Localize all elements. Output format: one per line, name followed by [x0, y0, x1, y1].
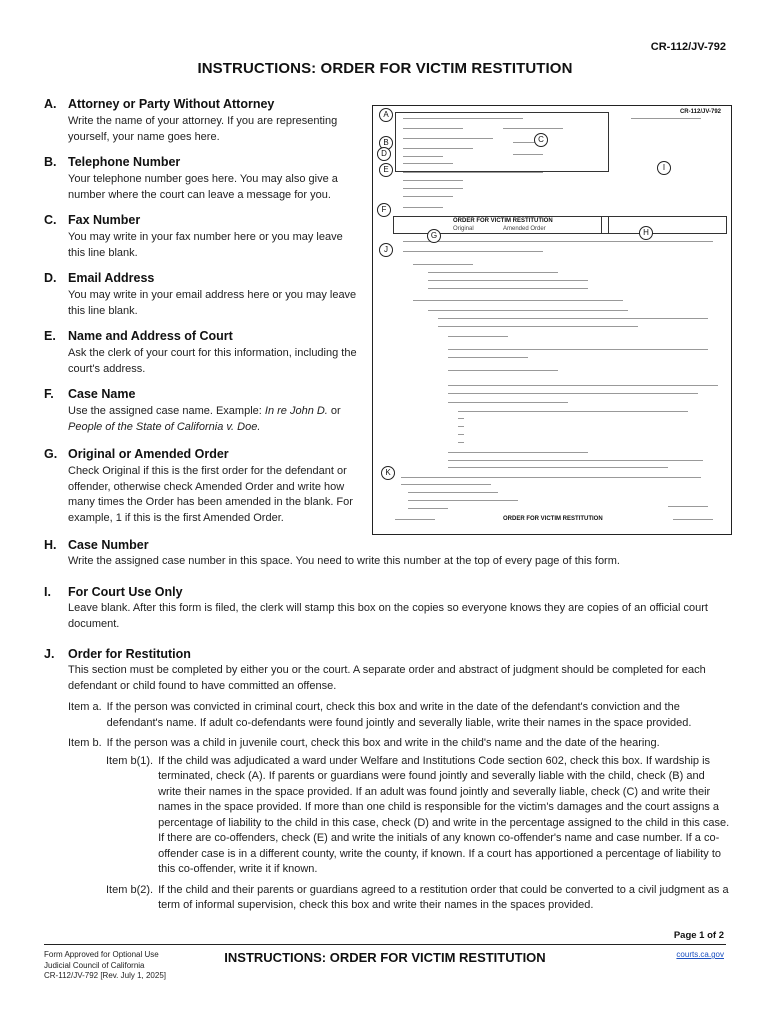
callout-b-icon: B [379, 136, 393, 150]
page-title: INSTRUCTIONS: ORDER FOR VICTIM RESTITUTION [197, 60, 573, 77]
section-text: You may write in your fax number here or you may leave this line blank. [68, 231, 343, 259]
section-heading: C. Fax Number [44, 213, 141, 227]
thumbnail-footer-title: ORDER FOR VICTIM RESTITUTION [503, 516, 603, 522]
footer-title: INSTRUCTIONS: ORDER FOR VICTIM RESTITUTION [224, 950, 546, 965]
callout-h-icon: H [639, 226, 653, 240]
section-a [44, 97, 360, 145]
item-b1: Item b(1). If the child was adjudicated a ward under Welfare and Institutions Code section 602, check this box. If wardship is terminated, check (A). If parents or guardians were found jointly and severally liable with the child, check (B) and write their names in the space provided. If an adult was found jointly and severally liable, check (C) and write their names in the space provided. If more than one child is responsible for the victim's damages and the court assigns a percentage of liability to the child in this case, check (D) and write in the percentage assigned to the child in this case. If there are co-offenders, check (E) and write the initials of any known co-offender's name and case number. If a co-offender case is in a different county, write the county, if known. If a court has apportioned a percentage of liability to this co-offender, write it if known. [106, 754, 730, 875]
thumbnail-amended: Amended Order [503, 226, 546, 232]
section-j [44, 647, 730, 914]
section-text: Use the assigned case name. Example: In re John D. or People of the State of California v. Doe. [68, 405, 341, 433]
section-heading: B. Telephone Number [44, 155, 181, 169]
callout-d-icon: D [377, 147, 391, 161]
section-heading: E. Name and Address of Court [44, 329, 233, 343]
callout-e-icon: E [379, 163, 393, 177]
section-d [44, 271, 360, 319]
callout-a-icon: A [379, 108, 393, 122]
thumbnail-form-number: CR-112/JV-792 [679, 109, 721, 115]
section-text: Write the assigned case number in this space. You need to write this number at the top of every page of this form. [68, 555, 620, 567]
thumbnail-form-title: ORDER FOR VICTIM RESTITUTION [453, 218, 553, 224]
item-b2: Item b(2). If the child and their parents or guardians agreed to a restitution order that could be converted to a civil judgment as a term of informal supervision, check this box and write their names in the spaces provided. [106, 883, 729, 911]
section-text: Ask the clerk of your court for this information, including the court's address. [68, 347, 357, 375]
callout-g-icon: G [427, 229, 441, 243]
footer-divider [44, 944, 726, 945]
section-heading: D. Email Address [44, 271, 155, 285]
callout-f-icon: F [377, 203, 391, 217]
callout-j-icon: J [379, 243, 393, 257]
section-heading: A. Attorney or Party Without Attorney [44, 97, 275, 111]
footer-form-info: Form Approved for Optional Use Judicial Council of California CR-112/JV-792 [Rev. July 1, 2025] [44, 950, 166, 980]
section-heading: J. Order for Restitution [44, 647, 191, 661]
section-text: You may write in your email address here or you may leave this line blank. [68, 289, 357, 317]
callout-c-icon: C [534, 133, 548, 147]
section-text: Write the name of your attorney. If you are representing yourself, your name goes here. [68, 115, 338, 143]
courts-link[interactable]: courts.ca.gov [676, 950, 724, 959]
section-f [44, 387, 360, 435]
page-number: Page 1 of 2 [673, 930, 724, 941]
section-g [44, 447, 360, 526]
section-i [44, 585, 730, 632]
thumbnail-original: Original [453, 226, 474, 232]
section-heading: I. For Court Use Only [44, 585, 183, 599]
section-e [44, 329, 360, 377]
callout-i-icon: I [657, 161, 671, 175]
section-heading: H. Case Number [44, 538, 149, 552]
section-text: Leave blank. After this form is filed, the clerk will stamp this box on the copies so everyone knows they are copies of an official court document. [68, 602, 708, 630]
item-a: Item a. If the person was convicted in criminal court, check this box and write in the date of the defendant's conviction and the defendant's name. If adult co-defendants were found jointly and severally liable, write their names in the space provided. [68, 701, 692, 729]
callout-k-icon: K [381, 466, 395, 480]
section-b [44, 155, 360, 203]
section-h [44, 538, 730, 570]
form-number: CR-112/JV-792 [650, 41, 726, 53]
item-b: Item b. If the person was a child in juvenile court, check this box and write in the child's name and the date of the hearing. [68, 737, 660, 749]
section-heading: G. Original or Amended Order [44, 447, 229, 461]
section-text: Check Original if this is the first order for the defendant or offender, otherwise check Amended Order and write how many times the Order has been amended in the blank. For example, 1 if this is the first Amended Order. [68, 465, 353, 524]
section-text: This section must be completed by either you or the court. A separate order and abstract of judgment should be completed for each defendant or child found to have committed an offense. [68, 664, 706, 692]
section-c [44, 213, 360, 261]
section-text: Your telephone number goes here. You may also give a number where the court can leave a message for you. [68, 173, 338, 201]
form-thumbnail [372, 105, 732, 535]
section-heading: F. Case Name [44, 387, 136, 401]
